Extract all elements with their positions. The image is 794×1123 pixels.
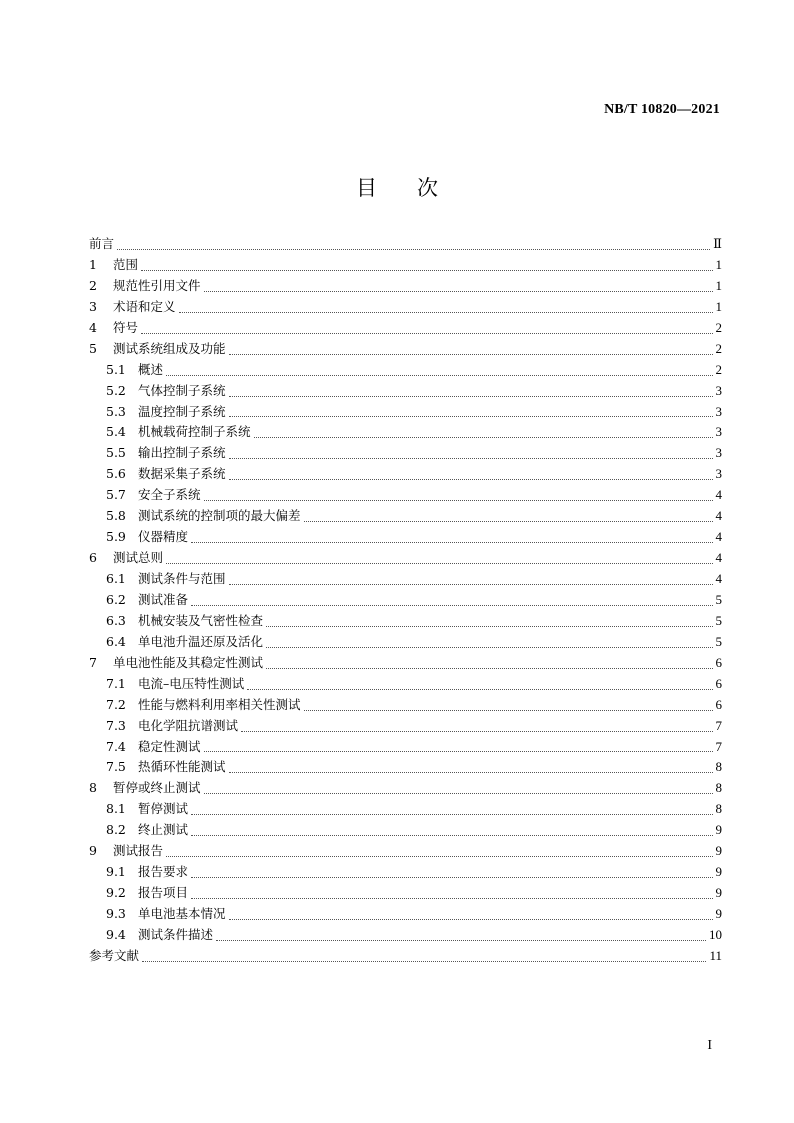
toc-entry[interactable] [89,757,722,778]
toc-entry-page: 2 [715,340,722,356]
toc-entry-page: 8 [715,780,722,796]
toc-entry[interactable] [89,716,722,737]
toc-entry[interactable] [89,506,722,527]
dot-leader [304,709,713,711]
toc-entry-title: 测试系统组成及功能 [113,340,226,356]
toc-entry-title: 符号 [113,319,139,335]
toc-entry-page: 3 [715,424,722,440]
dot-leader [191,541,712,543]
page-title: 目次 [356,176,478,200]
toc-entry-number: 5.5 [106,445,126,461]
toc-entry-title: 电化学阻抗谱测试 [138,717,239,733]
dot-leader [229,771,713,773]
toc-entry[interactable] [89,674,722,695]
toc-entry-page: 5 [715,591,722,607]
toc-entry-number: 6.3 [106,612,126,628]
toc-entry-page: 9 [715,864,722,880]
toc-entry-title: 单电池基本情况 [138,906,226,921]
toc-entry-title: 终止测试 [138,822,189,838]
dot-leader [166,855,712,857]
toc-entry-number: 5.4 [106,424,126,440]
toc-entry-page: 4 [715,508,722,524]
toc-entry-number: 9.2 [106,885,126,901]
toc-entry-page: 2 [715,319,722,335]
toc-entry[interactable] [89,255,722,276]
toc-entry-page: 4 [715,487,722,503]
toc-entry[interactable] [89,318,722,339]
toc-entry-number: 7.3 [106,717,126,733]
toc-entry-title: 电流–电压特性测试 [138,675,245,691]
toc-entry-title: 单电池升温还原及活化 [138,633,264,649]
toc-entry-page: 1 [715,277,722,293]
toc-entry[interactable] [89,485,722,506]
toc-entry-title: 仪器精度 [138,529,189,545]
toc-entry[interactable] [89,862,722,883]
toc-entry-title: 范围 [113,256,139,272]
toc-entry-number: 6 [89,550,97,566]
dot-leader [229,457,713,459]
dot-leader [229,353,713,355]
toc-entry-page: 4 [715,529,722,545]
toc-entry-page: 6 [715,654,722,670]
toc-entry-number: 7.2 [106,696,126,712]
dot-leader [304,520,713,522]
toc-entry-page: 5 [715,612,722,628]
toc-entry[interactable] [89,402,722,423]
dot-leader [191,876,712,878]
toc-entry-title: 测试条件描述 [138,926,214,942]
toc-entry-page: 7 [715,717,722,733]
toc-entry[interactable] [89,904,722,925]
toc-entry-page: 1 [715,256,722,272]
toc-entry[interactable] [89,653,722,674]
dot-leader [141,269,712,271]
toc-entry-page: 2 [715,361,722,377]
toc-entry[interactable] [89,569,722,590]
dot-leader [204,750,713,752]
dot-leader [229,478,713,480]
toc-entry-title: 规范性引用文件 [113,277,201,293]
toc-entry-number: 9 [89,843,97,859]
dot-leader [191,897,712,899]
toc-entry-title: 报告项目 [138,885,189,901]
toc-entry-number: 5.6 [106,466,126,482]
toc-entry-number: 7.5 [106,759,126,775]
standard-number: NB/T 10820—2021 [604,102,720,117]
toc-entry[interactable] [89,527,722,548]
toc-entry-page: 8 [715,759,722,775]
dot-leader [166,374,712,376]
toc-entry-title: 温度控制子系统 [138,403,226,419]
toc-entry[interactable] [89,799,722,820]
toc-entry-page: 3 [715,466,722,482]
toc-entry-page: 11 [709,947,722,963]
toc-entry-number: 6.1 [106,571,126,586]
toc-entry[interactable] [89,925,722,946]
toc-entry-page: 10 [709,926,722,942]
toc-entry-title: 气体控制子系统 [138,382,226,398]
toc-entry-title: 稳定性测试 [138,738,201,754]
toc-entry-page: 9 [715,843,722,859]
table-of-contents [89,234,722,967]
toc-entry-page: 3 [715,445,722,461]
toc-entry[interactable] [89,339,722,360]
toc-entry-number: 9.1 [106,864,126,880]
toc-entry-number: 4 [89,319,97,335]
toc-entry-number: 7.4 [106,738,126,754]
toc-entry-number: 8 [89,780,97,796]
toc-entry-number: 5.3 [106,403,126,419]
dot-leader [229,395,713,397]
toc-entry[interactable] [89,548,722,569]
toc-entry[interactable] [89,632,722,653]
toc-entry-title: 机械安装及气密性检查 [138,612,264,628]
toc-entry-title: 热循环性能测试 [138,759,226,775]
toc-entry-title: 测试准备 [138,591,189,607]
toc-entry-number: 5.9 [106,529,126,545]
toc-entry-number: 1 [89,256,97,272]
toc-entry[interactable] [89,820,722,841]
toc-entry[interactable] [89,841,722,862]
toc-entry-page: 6 [715,696,722,712]
dot-leader [216,939,706,941]
toc-entry-page: 9 [715,885,722,901]
toc-entry[interactable] [89,381,722,402]
toc-entry[interactable] [89,464,722,485]
dot-leader [191,813,712,815]
toc-entry-title: 前言 [89,236,115,251]
dot-leader [166,562,712,564]
toc-entry-number: 7 [89,654,97,670]
dot-leader [204,499,713,501]
dot-leader [254,436,713,438]
toc-entry-number: 3 [89,298,97,314]
toc-entry-title: 单电池性能及其稳定性测试 [113,654,264,670]
page-number: I [707,1038,712,1053]
toc-entry-number: 9.4 [106,926,126,942]
dot-leader [191,834,712,836]
toc-entry-number: 5.1 [106,361,126,377]
dot-leader [117,248,710,250]
toc-entry-page: Ⅱ [713,236,722,251]
dot-leader [179,311,713,313]
toc-entry[interactable] [89,276,722,297]
toc-entry-title: 测试系统的控制项的最大偏差 [138,508,301,524]
toc-entry[interactable] [89,443,722,464]
toc-entry-page: 9 [715,822,722,838]
toc-entry-page: 6 [715,675,722,691]
toc-entry-title: 机械载荷控制子系统 [138,424,251,440]
dot-leader [142,960,706,962]
dot-leader [229,918,713,920]
toc-entry-title: 测试报告 [113,843,164,859]
dot-leader [266,667,712,669]
dot-leader [266,646,712,648]
toc-entry-number: 7.1 [106,675,126,691]
toc-entry-page: 7 [715,738,722,754]
toc-entry-number: 5 [89,340,97,356]
toc-entry-number: 5.8 [106,508,126,524]
toc-entry-number: 9.3 [106,906,126,921]
toc-entry-title: 术语和定义 [113,298,176,314]
toc-entry-page: 4 [715,571,722,586]
toc-entry[interactable] [89,737,722,758]
toc-entry-title: 参考文献 [89,947,140,963]
toc-entry-number: 2 [89,277,97,293]
dot-leader [204,290,713,292]
toc-entry-title: 性能与燃料利用率相关性测试 [138,696,301,712]
toc-entry[interactable] [89,590,722,611]
toc-entry-page: 3 [715,382,722,398]
dot-leader [247,688,712,690]
toc-entry[interactable] [89,883,722,904]
dot-leader [204,792,713,794]
toc-entry-number: 5.7 [106,487,126,503]
dot-leader [191,604,712,606]
toc-entry-number: 8.2 [106,822,126,838]
dot-leader [141,332,712,334]
toc-entry-page: 9 [715,906,722,921]
toc-entry-number: 8.1 [106,801,126,817]
toc-entry[interactable] [89,946,722,967]
toc-entry-title: 测试总则 [113,550,164,566]
toc-entry-title: 报告要求 [138,864,189,880]
toc-entry-page: 5 [715,633,722,649]
toc-entry-page: 1 [715,298,722,314]
toc-entry[interactable] [89,360,722,381]
toc-entry[interactable] [89,297,722,318]
toc-entry-number: 6.4 [106,633,126,649]
toc-entry-title: 概述 [138,361,164,377]
dot-leader [229,583,713,585]
toc-entry-number: 5.2 [106,382,126,398]
toc-entry-title: 暂停测试 [138,801,189,817]
toc-entry-page: 4 [715,550,722,566]
toc-entry[interactable] [89,422,722,443]
toc-entry[interactable] [89,778,722,799]
toc-entry-title: 测试条件与范围 [138,571,226,586]
toc-entry[interactable] [89,695,722,716]
toc-entry-title: 安全子系统 [138,487,201,503]
toc-entry-page: 8 [715,801,722,817]
toc-entry[interactable] [89,611,722,632]
dot-leader [229,415,713,417]
dot-leader [241,730,712,732]
toc-entry[interactable] [89,234,722,255]
dot-leader [266,625,712,627]
toc-entry-page: 3 [715,403,722,419]
toc-entry-title: 暂停或终止测试 [113,780,201,796]
toc-entry-number: 6.2 [106,591,126,607]
toc-entry-title: 输出控制子系统 [138,445,226,461]
toc-entry-title: 数据采集子系统 [138,466,226,482]
